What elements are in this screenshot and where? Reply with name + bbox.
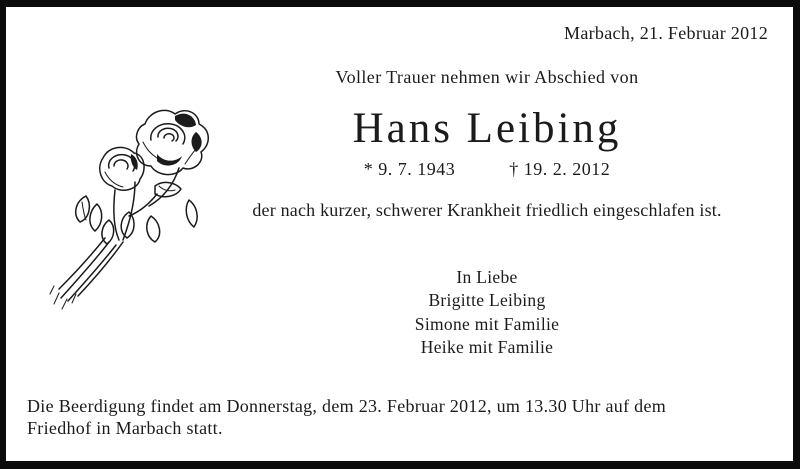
farewell-line: Simone mit Familie	[414, 313, 560, 334]
intro-line: Voller Trauer nehmen wir Abschied von	[335, 67, 639, 87]
life-dates	[177, 159, 797, 180]
notice-center-column	[177, 7, 797, 461]
farewell-line: Brigitte Leibing	[428, 290, 546, 311]
funeral-line: Friedhof in Marbach statt.	[27, 417, 223, 438]
dateline: Marbach, 21. Februar 2012	[564, 23, 768, 43]
farewell-line: Heike mit Familie	[420, 337, 554, 358]
birth-date: * 9. 7. 1943	[363, 159, 456, 179]
condolence-line: der nach kurzer, schwerer Krankheit friedlich eingeschlafen ist.	[252, 200, 722, 220]
mourners-block	[177, 266, 797, 360]
funeral-info	[27, 396, 666, 439]
death-date: † 19. 2. 2012	[509, 159, 611, 179]
deceased-name: Hans Leibing	[352, 105, 622, 152]
farewell-line: In Liebe	[456, 267, 518, 287]
funeral-line: Die Beerdigung findet am Donnerstag, dem 23. Februar 2012, um 13.30 Uhr auf dem	[27, 396, 667, 416]
